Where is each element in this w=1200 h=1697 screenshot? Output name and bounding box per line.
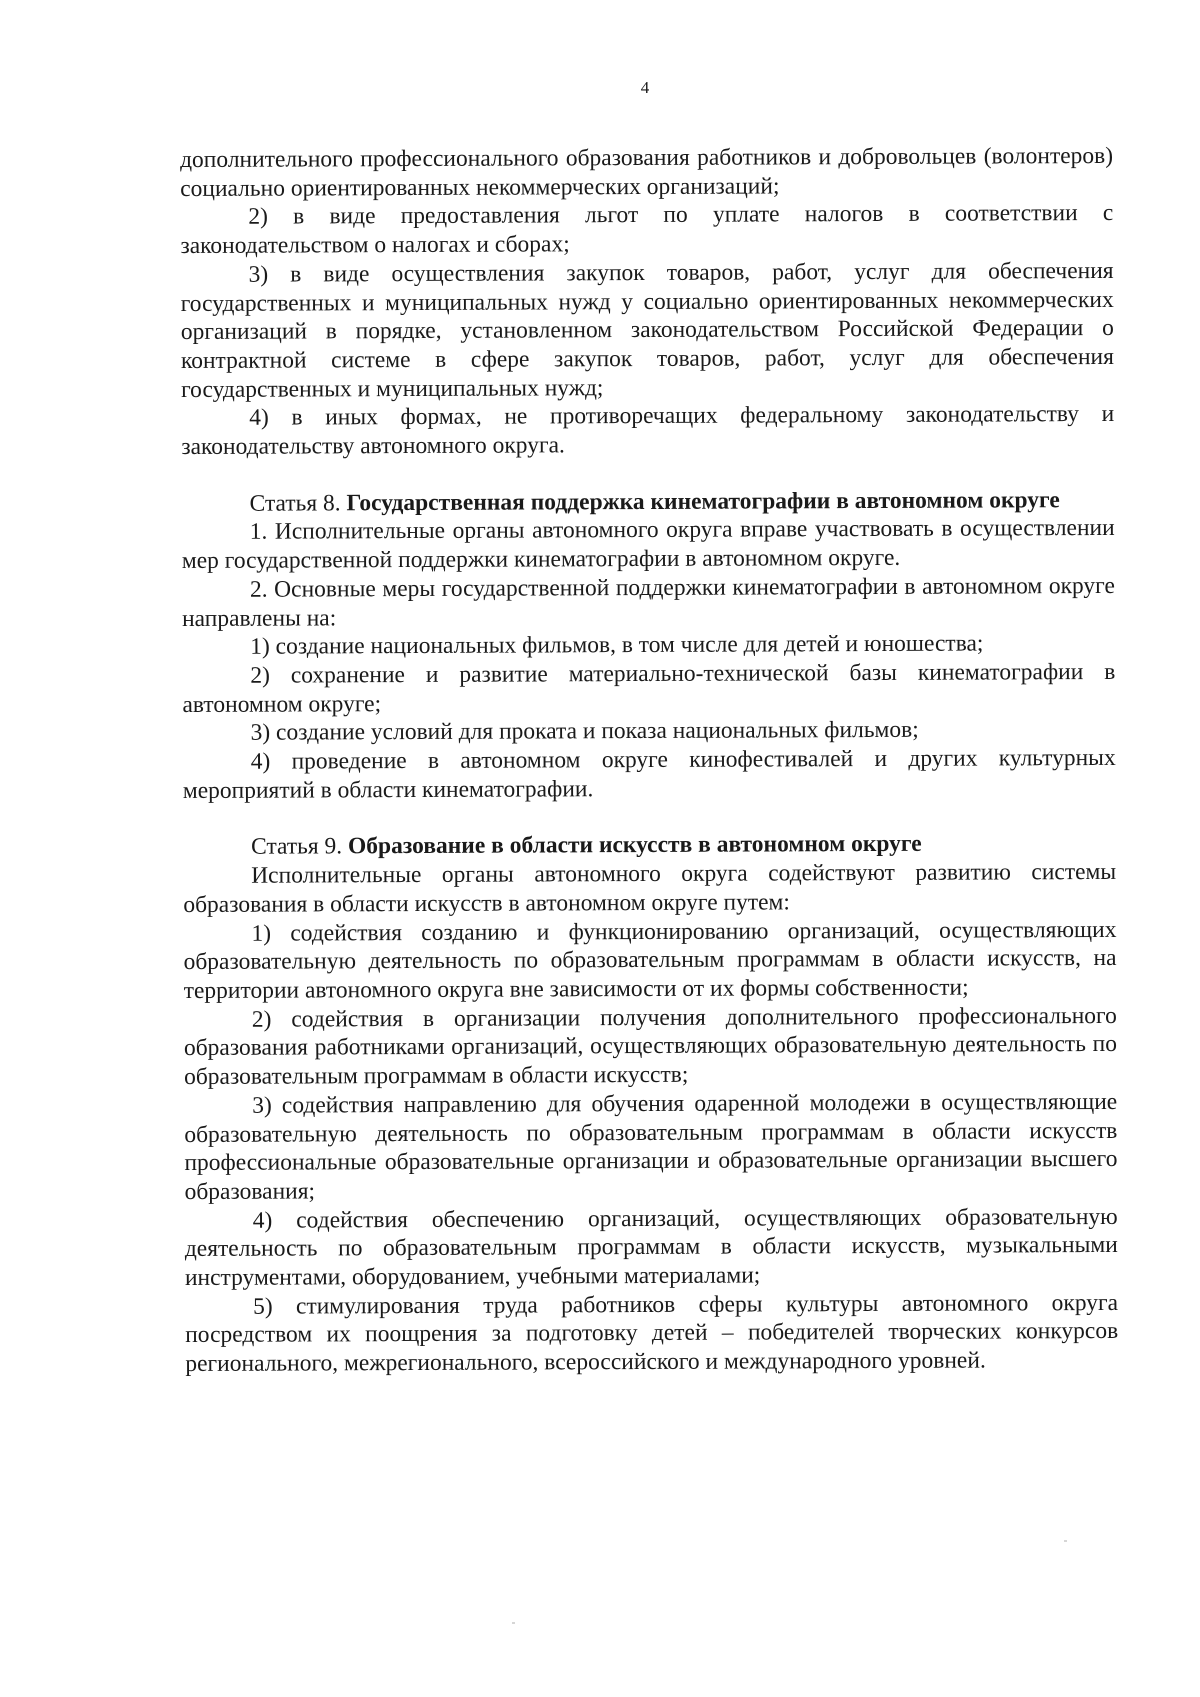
- article-9-list-item: 3) содействия направлению для обучения одаренной молодежи в осуществляющие образовательную деятельность по образовательным программам в области искусств профессиональные образовательные организации и образовательные организации высшего образования;: [184, 1088, 1118, 1205]
- article-9-list-item: 4) содействия обеспечению организаций, осуществляющих образовательную деятельность по образовательным программам в области искусств, музыкальными инструментами, оборудованием, учебными материалами;: [184, 1203, 1118, 1292]
- list-item: 2) в виде предоставления льгот по уплате налогов в соответствии с законодательством о налогах и сборах;: [180, 200, 1114, 260]
- continuation-paragraph: дополнительного профессионального образования работников и добровольцев (волонтеров) социально ориентированных некоммерческих организаций;: [180, 142, 1114, 202]
- article-9-list-item: 1) содействия созданию и функционированию организаций, осуществляющих образовательную деятельность по образовательным программам в области искусств, на территории автономного округа вне зависимости от их формы собственности;: [183, 916, 1117, 1004]
- article-8-heading: [181, 486, 1114, 519]
- article-9-title: Образование в области искусств в автономном округе: [347, 831, 922, 860]
- article-8-list-item: 1) создание национальных фильмов, в том числе для детей и юношества;: [250, 630, 984, 660]
- list-item: 3) в виде осуществления закупок товаров, работ, услуг для обеспечения государственных и муниципальных нужд у социально ориентированных некоммерческих организаций в порядке, установленном законодательством Российской Федерации о контрактной системе в сфере закупок товаров, работ, услуг для обеспечения государственных и муниципальных нужд;: [180, 257, 1114, 403]
- scan-speck: [512, 1622, 515, 1624]
- article-9-list-item: 2) содействия в организации получения дополнительного профессионального образования работниками организаций, осуществляющих образовательную деятельность по образовательным программам в области искусств;: [183, 1002, 1117, 1091]
- article-8-list-item: 4) проведение в автономном округе кинофестивалей и других культурных мероприятий в области кинематографии.: [182, 744, 1116, 804]
- article-8-list-item: 2) сохранение и развитие материально-технической базы кинематографии в автономном округе;: [182, 658, 1116, 718]
- article-8-title: Государственная поддержка кинематографии в автономном округе: [346, 486, 1060, 517]
- article-8-paragraph: 1. Исполнительные органы автономного округа вправе участвовать в осуществлении мер государственной поддержки кинематографии в автономном округе.: [181, 515, 1115, 575]
- article-8-paragraph: 2. Основные меры государственной поддержки кинематографии в автономном округе направлены на:: [182, 572, 1115, 632]
- article-9-paragraph: Исполнительные органы автономного округа содействуют развитию системы образования в области искусств в автономном округе путем:: [183, 859, 1117, 918]
- article-9-heading: [183, 829, 1116, 862]
- list-item: 4) в иных формах, не противоречащих федеральному законодательству и законодательству автономного округа.: [181, 401, 1115, 461]
- scan-speck: [1064, 1540, 1067, 1542]
- article-8-list-item: 3) создание условий для проката и показа национальных фильмов;: [250, 717, 919, 747]
- article-9-list-item: 5) стимулирования труда работников сферы культуры автономного округа посредством их поощрения за подготовку детей – победителей творческих конкурсов регионального, межрегионального, всероссийского и международного уровней.: [185, 1289, 1119, 1378]
- article-8-label: Статья 8.: [249, 490, 341, 517]
- page-number: 4: [640, 78, 650, 97]
- article-9-label: Статья 9.: [251, 833, 343, 861]
- document-body: [180, 142, 1118, 1379]
